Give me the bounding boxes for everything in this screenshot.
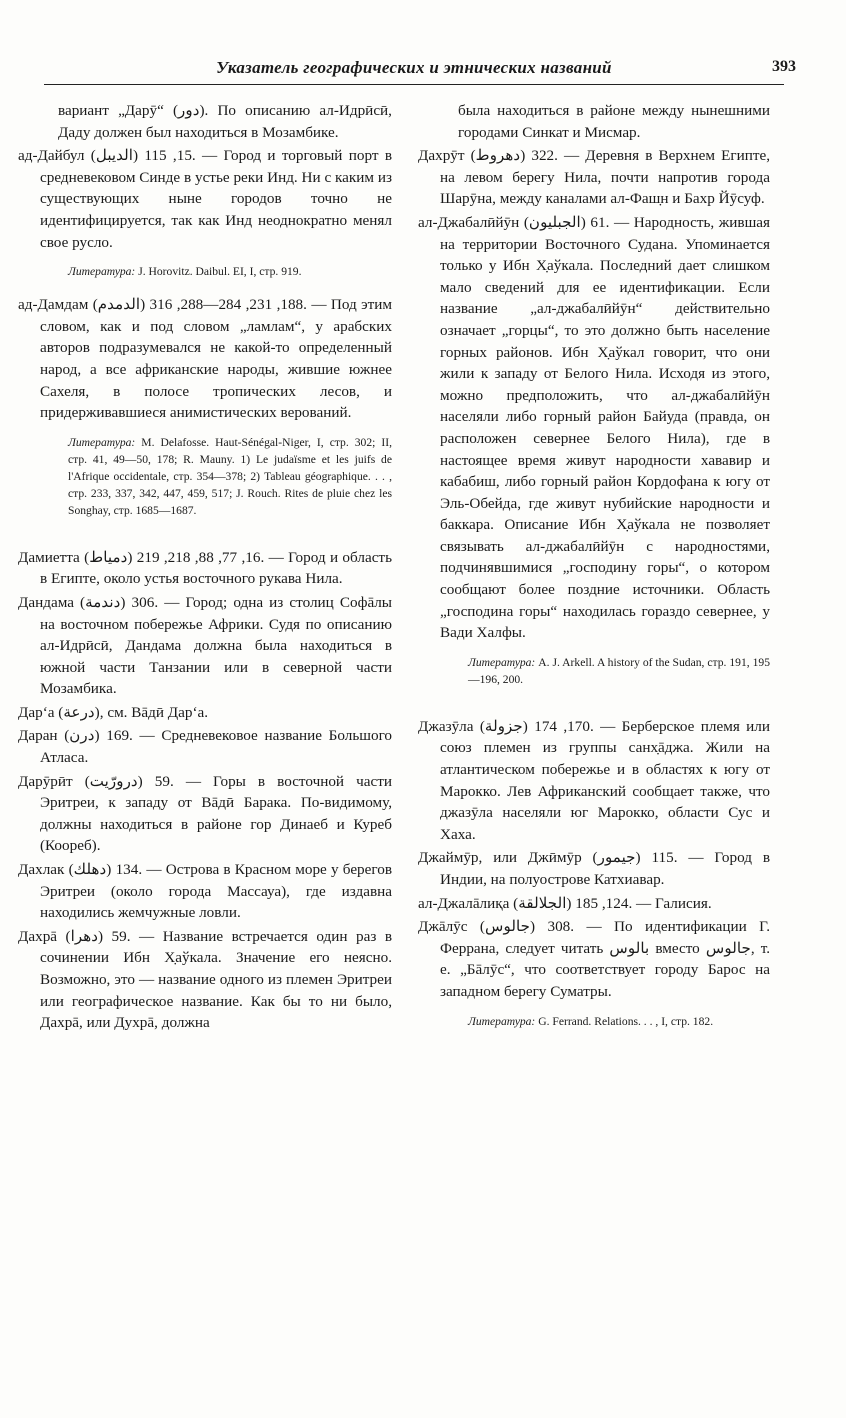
index-entry: Джāлӯс (جالوس) 308. — По идентификации Г. Феррана, следует читать بالوس вместо جالوس, т. е. „Бāлӯс“, что соответствует городу Барос на западном берегу Суматры.	[418, 918, 770, 1000]
index-entry: Дар‘а (درعة), см. Вāдӣ Дар‘а.	[18, 703, 209, 721]
entry-continuation: вариант „Дарӯ“ (دور). По описанию ал-Идрӣсӣ, Даду должен был находиться в Мозамбике.	[58, 102, 392, 141]
entry-continuation: была находиться в районе между нынешними городами Синкат и Мисмар.	[458, 102, 770, 141]
index-entry: Дахрӯт (دهروط) 322. — Деревня в Верхнем Египте, на левом берегу Нила, почти напротив города Шарӯна, между каналами ал-Фаш̣н и Бахр Йӯсуф.	[418, 147, 771, 208]
index-entry: Дахлак (دهلك) 134. — Острова в Красном море у берегов Эритреи (около города Массауа), где издавна находились жемчужные ловли.	[18, 861, 393, 922]
literature-label: Литература:	[468, 1014, 536, 1028]
running-header	[44, 56, 796, 85]
index-entry: Джазӯла (جزولة) 170, 174. — Берберское племя или союз племен из группы санх̣āджа. Жили на атлантическом побережье и в областях к югу от Марокко. Лев Африканский сообщает также, что джазӯла населяли юг Марокко, области Сус и Хаха.	[418, 717, 770, 843]
literature-text: A. J. Arkell. A history of the Sudan, стр. 191, 195—196, 200.	[468, 655, 770, 686]
literature-note	[18, 434, 392, 519]
index-entry: Джаймӯр, или Джӣмӯр (جيمور) 115. — Город в Индии, на полуострове Катхиавар.	[418, 849, 770, 888]
literature-label: Литература:	[68, 265, 136, 279]
page-number: 393	[772, 58, 796, 75]
literature-label: Литература:	[468, 655, 536, 669]
literature-label: Литература:	[68, 435, 136, 449]
right-column	[418, 100, 770, 1044]
section-gap	[418, 702, 770, 716]
index-entry: Дахрā (دهرا) 59. — Название встречается один раз в сочинении Ибн Х̣аўкала. Значение его неясно. Возможно, это — название одного из племен Эритреи или географическое название. Как бы то ни было, Дахрā, или Духрā, должна	[18, 927, 392, 1032]
literature-note	[18, 263, 392, 280]
literature-text: G. Ferrand. Relations. . . , I, стр. 182.	[535, 1014, 714, 1028]
index-entry: ад-Дайбул (الديبل) 15, 115. — Город и торговый порт в средневековом Синде в устье реки Инд. Ни с каким из существующих ныне городов точно не идентифицируется, так как Инд неоднократно менял свое русло.	[18, 147, 393, 251]
header-title: Указатель географических и этнических названий	[216, 58, 612, 77]
left-column	[18, 100, 392, 1036]
literature-text: M. Delafosse. Haut-Sénégal-Niger, I, стр. 302; II, стр. 41, 49—50, 178; R. Mauny. 1) Le judaïsme et les juifs de l'Afrique occidentale, стр. 354—378; 2) Tableau géographique. . . , стр. 233, 337, 342, 447, 459, 517; J. Rouch. Rites de pluie chez les Songhay, стр. 1685—1687.	[68, 435, 392, 517]
literature-text: J. Horovitz. Daibul. EI, I, стр. 919.	[135, 265, 302, 279]
section-gap	[18, 533, 392, 547]
literature-note	[418, 1013, 770, 1030]
index-entry: Дарӯрӣт (درورّيت) 59. — Горы в восточной части Эритреи, к западу от Вāдӣ Барака. По-видимому, должны находиться в районе гор Динаеб и Куреб (Коореб).	[18, 772, 392, 855]
literature-note	[418, 654, 770, 688]
index-entry: ал-Джабалӣйӯн (الجبليون) 61. — Народность, жившая на территории Восточного Судана. Упоминается только у Ибн Х̣аўкала. Последний дает слишком мало сведений для ее идентификации. Если название „ал-джабалӣйӯн“ действительно означает „горцы“, то это должно быть население горных районов. Ибн Х̣аўкал говорит, что они жили к западу от Белого Нила. Исходя из этого, можно предположить, что ал-джабалӣйӯн населяли либо горный район Байуда (правда, он расположен севернее Белого Нила), где в настоящее время живут народности хававир и кабабиш, либо горный район Кордофана к югу от Эль-Обейда, где живут нубийские народности и баккара. Описание Ибн Х̣аўкала не позволяет связывать ал-джабалӣйӯн с народностями, подчинявшимися „господину горы“, о котором сообщают более поздние источники. Область „господина горы“ находилась гораздо севернее, у Вади Халфы.	[418, 213, 770, 642]
index-entry: ал-Джалāлиқа (الجلالقة) 124, 185. — Галисия.	[418, 894, 712, 912]
index-entry: Даран (درن) 169. — Средневековое название Большого Атласа.	[18, 727, 393, 767]
index-entry: Дамиетта (دمياط) 16, 77, 88, 218, 219. — Город и область в Египте, около устья восточного рукава Нила.	[18, 548, 392, 588]
index-entry: Дандама (دندمة) 306. — Город; одна из столиц Софāлы на восточном побережье Африки. Судя по описанию ал-Идрӣсӣ, Дандама должна была находиться в южной части Танзании или в северной части Мозамбика.	[18, 593, 393, 698]
index-entry: ад-Дамдам (الدمدم) 188, 231, 284—288, 316. — Под этим словом, как и под словом „ламлам“, у арабских авторов подразумевался не какой-то определенный народ, а все африканские народы, жившие южнее Сахеля, в полосе тропических лесов, и придерживавшиеся анимистических верований.	[18, 296, 392, 422]
